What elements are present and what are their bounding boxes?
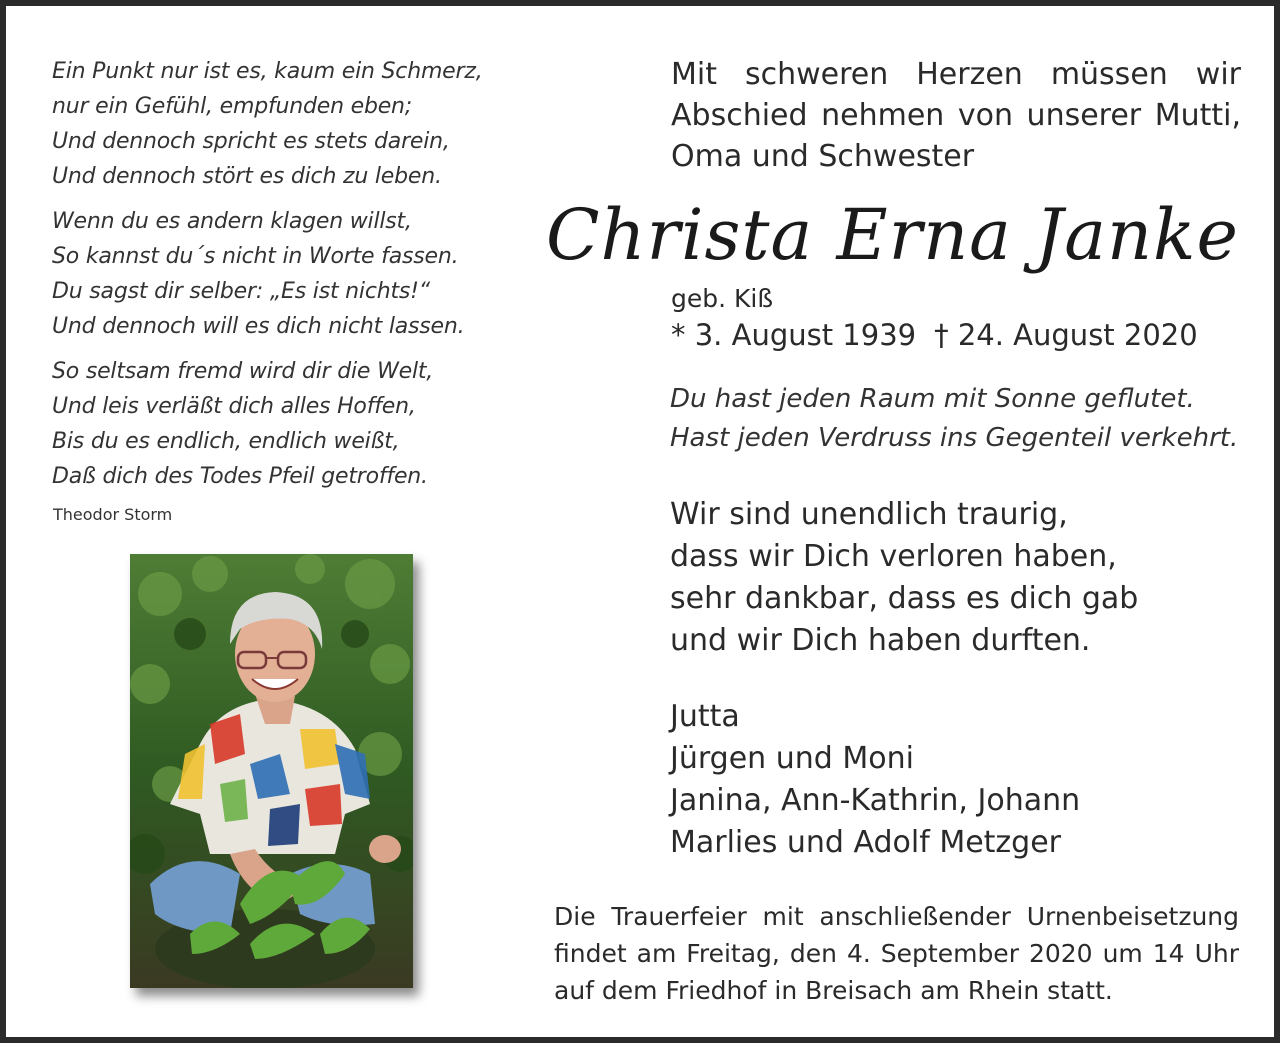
poem-stanza-1 xyxy=(52,54,542,194)
intro-line-2-text: Abschied nehmen von unserer Mutti, xyxy=(671,98,1241,133)
intro-line-1-text: Mit schweren Herzen müssen wir xyxy=(671,57,1241,92)
mourning-message xyxy=(670,494,1138,662)
poem-line: Und dennoch stört es dich zu leben. xyxy=(52,164,442,189)
poem-line: nur ein Gefühl, empfunden eben; xyxy=(52,94,413,119)
quote-line: Du hast jeden Raum mit Sonne geflutet. xyxy=(670,384,1195,414)
poem-line: Und dennoch will es dich nicht lassen. xyxy=(52,314,465,339)
birth-date: * 3. August 1939 xyxy=(671,318,917,352)
poem-line: Und dennoch spricht es stets darein, xyxy=(52,129,450,154)
message-line: und wir Dich haben durften. xyxy=(670,623,1091,658)
mourner: Jürgen und Moni xyxy=(670,741,914,776)
poem-line: Daß dich des Todes Pfeil getroffen. xyxy=(52,464,428,489)
intro-line-1 xyxy=(671,54,1241,95)
poem-line: Und leis verläßt dich alles Hoffen, xyxy=(52,394,416,419)
service-line: auf dem Friedhof in Breisach am Rhein statt. xyxy=(554,976,1113,1005)
intro-text xyxy=(671,54,1241,177)
poem-line: So seltsam fremd wird dir die Welt, xyxy=(52,359,434,384)
poem-line: So kannst du´s nicht in Worte fassen. xyxy=(52,244,459,269)
quote-line: Hast jeden Verdruss ins Gegenteil verkehrt. xyxy=(670,423,1239,453)
poem-line: Wenn du es andern klagen willst, xyxy=(52,209,412,234)
life-dates xyxy=(671,318,1216,352)
intro-line-2 xyxy=(671,95,1241,136)
funeral-service-info xyxy=(554,898,1239,1009)
poem xyxy=(52,54,542,504)
death-date: † 24. August 2020 xyxy=(934,318,1198,352)
message-line: Wir sind unendlich traurig, xyxy=(670,497,1068,532)
poem-line: Bis du es endlich, endlich weißt, xyxy=(52,429,400,454)
mourner: Marlies und Adolf Metzger xyxy=(670,825,1062,860)
poem-stanza-2 xyxy=(52,204,542,344)
message-line: sehr dankbar, dass es dich gab xyxy=(670,581,1139,616)
poem-stanza-3 xyxy=(52,354,542,494)
mourner: Janina, Ann-Kathrin, Johann xyxy=(670,783,1081,818)
portrait-illustration xyxy=(130,554,413,988)
mourner: Jutta xyxy=(670,699,740,734)
mourners-list xyxy=(670,696,1080,864)
deceased-name: Christa Erna Janke xyxy=(546,194,1239,276)
message-line: dass wir Dich verloren haben, xyxy=(670,539,1117,574)
birth-name: geb. Kiß xyxy=(671,284,774,313)
intro-line-3: Oma und Schwester xyxy=(671,139,975,174)
service-line: findet am Freitag, den 4. September 2020 um 14 Uhr xyxy=(554,939,1239,968)
portrait-photo xyxy=(130,554,413,988)
poem-line: Du sagst dir selber: „Es ist nichts!“ xyxy=(52,279,430,304)
poem-line: Ein Punkt nur ist es, kaum ein Schmerz, xyxy=(52,59,483,84)
poem-author: Theodor Storm xyxy=(53,505,173,524)
service-line: Die Trauerfeier mit anschließender Urnenbeisetzung xyxy=(554,902,1239,931)
memorial-quote xyxy=(670,380,1238,458)
